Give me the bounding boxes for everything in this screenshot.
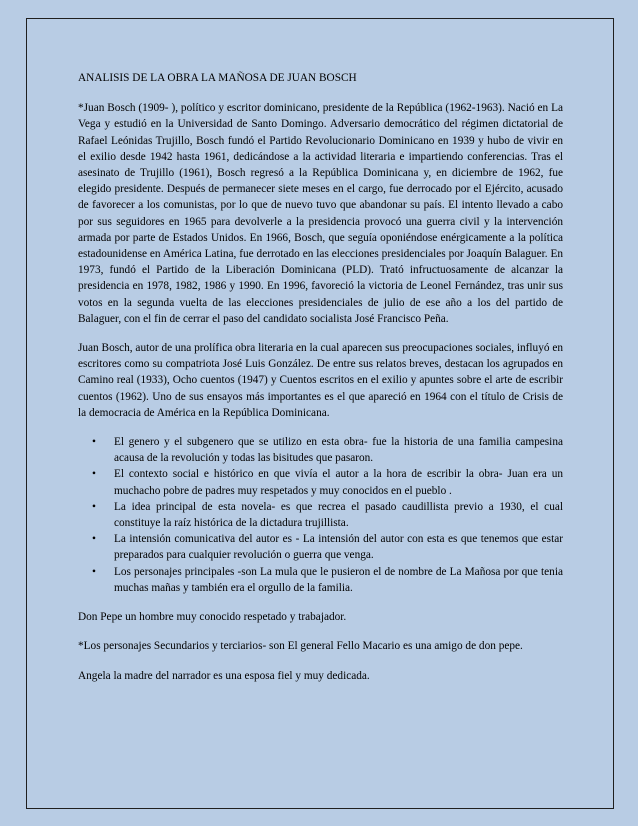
paragraph-biography: *Juan Bosch (1909- ), político y escritor dominicano, presidente de la República (1962-1963). Nació en La Vega y estudió en la Universidad de Santo Domingo. Adversario democrático del régimen dictatorial de Rafael Leónidas Trujillo, Bosch fundó el Partido Revolucionario Dominicano en 1939 y hubo de vivir en el exilio desde 1942 hasta 1961, dedicándose a la actividad literaria e impartiendo conferencias. Tras el asesinato de Trujillo (1961), Bosch regresó a la República Dominicana y, en diciembre de 1962, fue elegido presidente. Después de permanecer siete meses en el cargo, fue derrocado por el Ejército, acusado de favorecer a los comunistas, por lo que de nuevo tuvo que abandonar su país. El intento llevado a cabo por sus seguidores en 1965 para devolverle a la presidencia provocó una guerra civil y la intervención armada por parte de Estados Unidos. En 1966, Bosch, que seguía oponiéndose enérgicamente a la política estadounidense en América Latina, fue derrotado en las elecciones presidenciales por Joaquín Balaguer. En 1973, fundó el Partido de la Liberación Dominicana (PLD). Trató infructuosamente de alcanzar la presidencia en 1978, 1982, 1986 y 1990. En 1996, favoreció la victoria de Leonel Fernández, tras unir sus votos en la segunda vuelta de las elecciones presidenciales de julio de ese año a los del partido de Balaguer, con el fin de cerrar el paso del candidato socialista José Francisco Peña. <box>78 102 563 325</box>
bullet-icon: • <box>92 436 96 449</box>
list-item <box>92 499 563 531</box>
paragraph-literary-work: Juan Bosch, autor de una prolífica obra literaria en la cual aparecen sus preocupaciones sociales, influyó en escritores como su compatriota José Luis González. De entre sus relatos breves, destacan los agrupados en Camino real (1933), Ocho cuentos (1947) y Cuentos escritos en el exilio y apuntes sobre el arte de escribir cuentos (1962). Uno de sus ensayos más importantes es el que apareció en 1964 con el título de Crisis de la democracia de América en la República Dominicana. <box>78 342 563 419</box>
paragraph-angela: Angela la madre del narrador es una esposa fiel y muy dedicada. <box>78 669 370 682</box>
document-title: ANALISIS DE LA OBRA LA MAÑOSA DE JUAN BOSCH <box>78 72 357 84</box>
list-item-text: El contexto social e histórico en que vivía el autor a la hora de escribir la obra- Juan era un muchacho pobre de padres muy respetados y muy conocidos en el pueblo . <box>114 468 563 497</box>
list-item-text: La idea principal de esta novela- es que recrea el pasado caudillista previo a 1930, el cual constituye la raíz histórica de la dictadura trujillista. <box>114 500 563 530</box>
list-item <box>92 434 563 466</box>
analysis-list <box>78 434 563 596</box>
list-item-text: Los personajes principales -son La mula que le pusieron el de nombre de La Mañosa por que tenia muchas mañas y también era el orgullo de la familia. <box>114 565 563 594</box>
list-item <box>92 466 563 498</box>
list-item-text: La intensión comunicativa del autor es - La intensión del autor con esta es que tenemos que estar preparados para cualquier revolución o guerra que venga. <box>114 533 563 562</box>
document-body <box>78 70 563 697</box>
list-item <box>92 531 563 563</box>
bullet-icon: • <box>92 533 96 546</box>
bullet-icon: • <box>92 565 96 578</box>
bullet-icon: • <box>92 500 96 513</box>
list-item <box>92 564 563 596</box>
paragraph-don-pepe: Don Pepe un hombre muy conocido respetado y trabajador. <box>78 611 347 624</box>
paragraph-secondary-characters: *Los personajes Secundarios y terciarios- son El general Fello Macario es una amigo de don pepe. <box>78 640 523 653</box>
bullet-icon: • <box>92 468 96 481</box>
list-item-text: El genero y el subgenero que se utilizo en esta obra- fue la historia de una familia campesina acausa de la revolución y todas las bisitudes que pasaron. <box>114 436 563 465</box>
